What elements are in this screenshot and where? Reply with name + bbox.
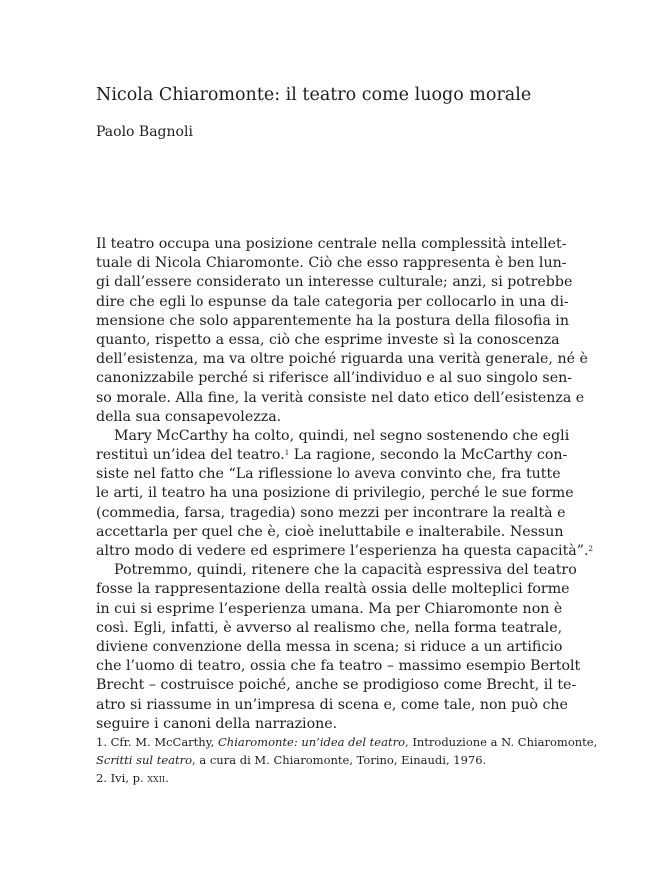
body-line bbox=[96, 542, 593, 561]
body-line: fosse la rappresentazione della realtà ossia delle molteplici forme bbox=[96, 581, 570, 598]
body-line: atro si riassume in un’impresa di scena e, come tale, non può che bbox=[96, 696, 568, 713]
footnote-text: 2. Ivi, p. bbox=[96, 771, 148, 785]
footnote-ref-2[interactable]: 2 bbox=[588, 545, 593, 553]
footnote-ref-1[interactable]: 1 bbox=[284, 449, 290, 458]
body-line: Il teatro occupa una posizione centrale nella complessità intellet- bbox=[96, 236, 567, 252]
footnote-1-line bbox=[96, 733, 598, 751]
body-line: che l’uomo di teatro, ossia che fa teatro – massimo esempio Bertolt bbox=[96, 658, 581, 675]
footnote-2-line bbox=[96, 769, 554, 787]
body-line bbox=[96, 446, 568, 465]
chapter-title: Nicola Chiaromonte: il teatro come luogo morale bbox=[96, 85, 532, 105]
footnote-1-line bbox=[96, 751, 554, 769]
body-line: (commedia, farsa, tragedia) sono mezzi per incontrare la realtà e bbox=[96, 504, 566, 521]
footnote-book-title: Scritti sul teatro bbox=[96, 753, 193, 767]
body-line: della sua consapevolezza. bbox=[96, 408, 282, 425]
body-line: dire che egli lo espunse da tale categoria per collocarlo in una di- bbox=[96, 293, 569, 310]
body-line: Mary McCarthy ha colto, quindi, nel segno sostenendo che egli bbox=[114, 427, 570, 444]
body-line: accettarla per quel che è, cioè ineluttabile e inalterabile. Nessun bbox=[96, 523, 564, 540]
body-line: seguire i canoni della narrazione. bbox=[96, 715, 338, 732]
footnote-text: , a cura di M. Chiaromonte, Torino, Einaudi, 1976. bbox=[192, 753, 487, 767]
body-line: diviene convenzione della messa in scena; si riduce a un artificio bbox=[96, 638, 563, 655]
footnotes bbox=[96, 733, 598, 787]
footnote-text: 1. Cfr. M. McCarthy, bbox=[96, 735, 218, 749]
line-text: restituì un’idea del teatro. bbox=[96, 447, 285, 464]
body-line: tuale di Nicola Chiaromonte. Ciò che esso rappresenta è ben lun- bbox=[96, 255, 567, 272]
footnote-book-title: Chiaromonte: un’idea del teatro bbox=[218, 735, 406, 749]
body-line: siste nel fatto che “La riflessione lo aveva convinto che, fra tutte bbox=[96, 466, 561, 483]
body-line: mensione che solo apparentemente ha la postura della filosofia in bbox=[96, 312, 569, 329]
footnote-text: , Introduzione a N. Chiaromonte, bbox=[405, 735, 598, 749]
body-line: canonizzabile perché si riferisce all’individuo e al suo singolo sen- bbox=[96, 370, 573, 387]
line-text: La ragione, secondo la McCarthy con- bbox=[289, 447, 568, 464]
body-line: le arti, il teatro ha una posizione di privilegio, perché le sue forme bbox=[96, 485, 574, 502]
body-line: in cui si esprime l’esperienza umana. Ma per Chiaromonte non è bbox=[96, 600, 563, 617]
chapter-author: Paolo Bagnoli bbox=[96, 124, 193, 140]
body-line: Potremmo, quindi, ritenere che la capacità espressiva del teatro bbox=[114, 562, 577, 579]
body-text bbox=[96, 235, 593, 734]
footnote-page-number: xxii bbox=[147, 771, 166, 785]
body-line: così. Egli, infatti, è avverso al realismo che, nella forma teatrale, bbox=[96, 619, 563, 636]
body-line: so morale. Alla fine, la verità consiste nel dato etico dell’esistenza e bbox=[96, 389, 585, 406]
footnote-text: . bbox=[165, 771, 169, 785]
body-line: gi dall’essere considerato un interesse culturale; anzi, si potrebbe bbox=[96, 274, 573, 291]
body-line: quanto, rispetto a essa, ciò che esprime investe sì la conoscenza bbox=[96, 331, 560, 348]
body-line: Brecht – costruisce poiché, anche se prodigioso come Brecht, il te- bbox=[96, 677, 577, 694]
line-text: altro modo di vedere ed esprimere l’esperienza ha questa capacità”. bbox=[96, 543, 589, 559]
body-line: dell’esistenza, ma va oltre poiché riguarda una verità generale, né è bbox=[96, 351, 588, 368]
